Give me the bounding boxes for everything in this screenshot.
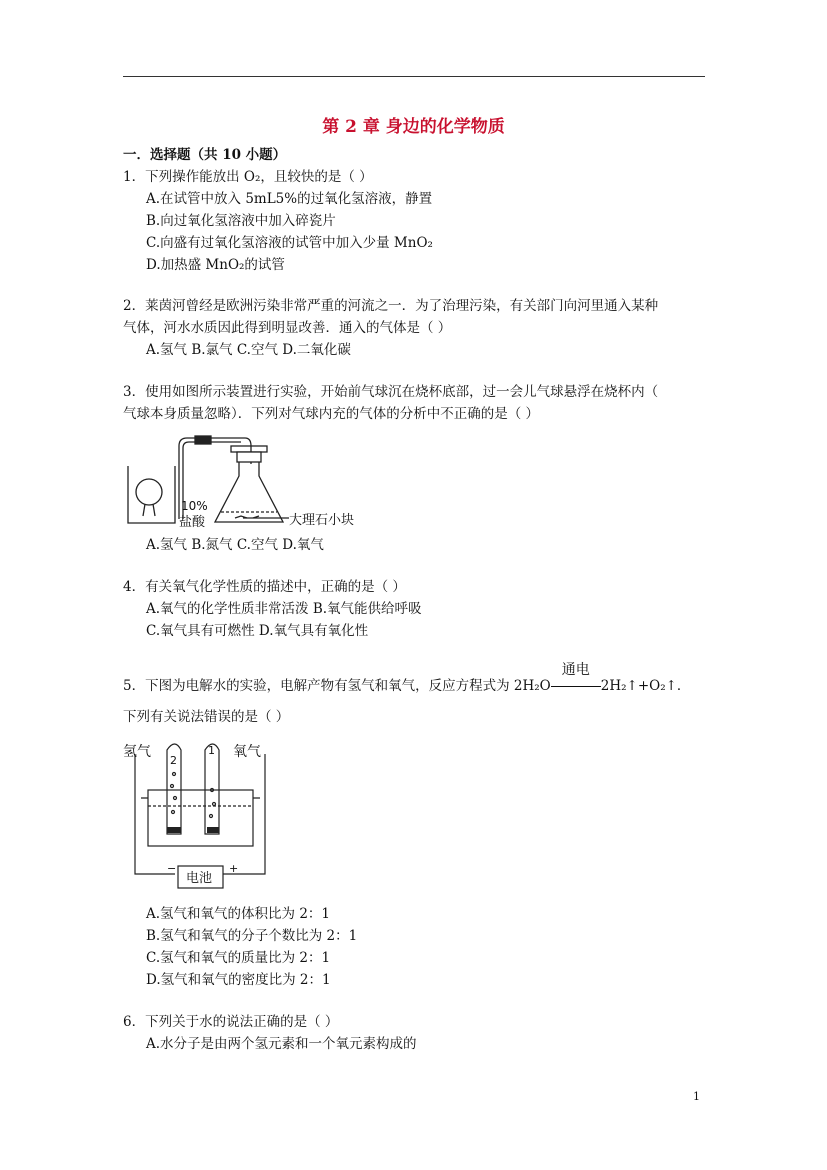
header-rule: [123, 76, 705, 77]
q5-stem-before-equation: 5．下图为电解水的实验，电解产物有氢气和氧气，反应方程式为 2H₂O: [123, 678, 551, 694]
q4-stem: 4．有关氧气化学性质的描述中，正确的是（ ）: [123, 579, 406, 595]
label-oxygen: 氧气: [233, 744, 261, 760]
equation-line: [551, 686, 601, 687]
q1-option-a: A.在试管中放入 5mL5%的过氧化氢溶液，静置: [146, 191, 433, 207]
condition-electrolysis: 通电: [561, 662, 590, 678]
q5-option-c: C.氢气和氧气的质量比为 2：1: [146, 950, 331, 966]
beaker: [128, 466, 175, 523]
label-positive: +: [229, 862, 239, 875]
label-tube-2: 2: [170, 754, 177, 767]
q5-stem-line1: [123, 662, 691, 695]
label-hydrogen: 氢气: [123, 744, 151, 760]
balloon: [136, 479, 162, 505]
q5-option-a: A.氢气和氧气的体积比为 2：1: [146, 906, 331, 922]
label-battery: 电池: [186, 871, 213, 886]
q5-stem-after-equation: 2H₂↑+O₂↑．: [600, 678, 691, 694]
q2-stem-line2: 气体，河水水质因此得到明显改善．通入的气体是（ ）: [123, 320, 452, 336]
q1-option-d: D.加热盛 MnO₂的试管: [146, 257, 285, 273]
page-title: 第 2 章 身边的化学物质: [322, 117, 505, 137]
q4-options-line1: A.氧气的化学性质非常活泼 B.氧气能供给呼吸: [146, 601, 422, 617]
q1-stem: 1．下列操作能放出 O₂，且较快的是（ ）: [123, 169, 373, 185]
q3-stem-line1: 3．使用如图所示装置进行实验，开始前气球沉在烧杯底部，过一会儿气球悬浮在烧杯内（: [123, 384, 659, 400]
label-marble-chips: 大理石小块: [289, 513, 355, 528]
q5-stem-line2: 下列有关说法错误的是（ ）: [123, 709, 290, 725]
q2-options: A.氢气 B.氯气 C.空气 D.二氧化碳: [146, 342, 351, 358]
reaction-condition: [551, 662, 601, 695]
q5-option-d: D.氢气和氧气的密度比为 2：1: [146, 972, 331, 988]
page-number: 1: [693, 1090, 700, 1103]
label-tube-1: 1: [208, 744, 215, 757]
label-negative: −: [167, 862, 177, 875]
label-percent: 10%: [181, 499, 208, 513]
q6-stem: 6．下列关于水的说法正确的是（ ）: [123, 1014, 339, 1030]
cathode: [167, 827, 181, 833]
anode: [207, 827, 219, 833]
q1-option-b: B.向过氧化氢溶液中加入碎瓷片: [146, 213, 336, 229]
q2-stem-line1: 2．莱茵河曾经是欧洲污染非常严重的河流之一．为了治理污染，有关部门向河里通入某种: [123, 298, 659, 314]
q3-options: A.氢气 B.氮气 C.空气 D.氧气: [146, 537, 324, 553]
q6-option-a: A.水分子是由两个氢元素和一个氧元素构成的: [146, 1036, 417, 1052]
q3-stem-line2: 气球本身质量忽略）．下列对气球内充的气体的分析中不正确的是（ ）: [123, 406, 540, 422]
q3-apparatus-figure: [123, 426, 393, 534]
label-hydrochloric-acid: 盐酸: [179, 515, 206, 530]
q5-electrolysis-figure: [123, 734, 273, 894]
q1-option-c: C.向盛有过氧化氢溶液的试管中加入少量 MnO₂: [146, 235, 433, 251]
q4-options-line2: C.氧气具有可燃性 D.氧气具有氧化性: [146, 623, 369, 639]
flask: [215, 462, 283, 522]
section-heading: 一．选择题（共 10 小题）: [123, 147, 287, 163]
q5-option-b: B.氢气和氧气的分子个数比为 2：1: [146, 928, 358, 944]
